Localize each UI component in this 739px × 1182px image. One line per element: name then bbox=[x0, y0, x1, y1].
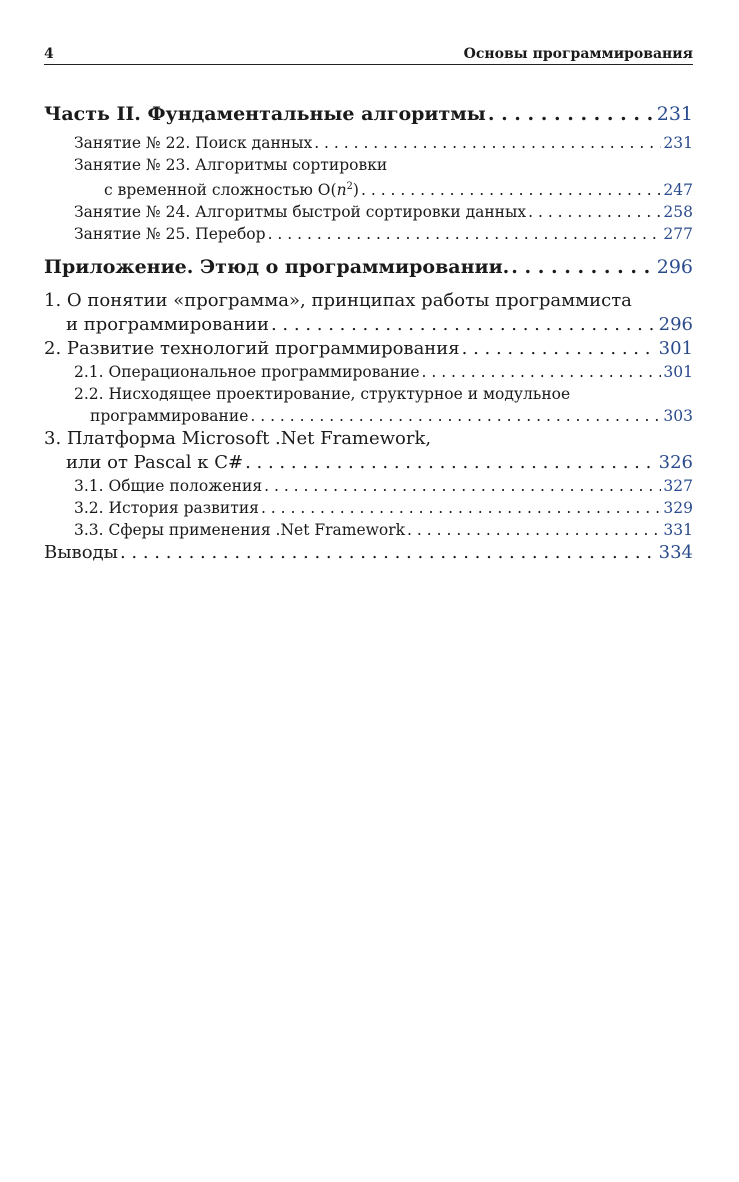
dot-leader bbox=[488, 102, 655, 126]
dot-leader bbox=[422, 361, 662, 383]
toc-entry-page: 296 bbox=[658, 314, 693, 336]
toc-entry-page: 296 bbox=[656, 256, 693, 279]
toc-entry-page: 301 bbox=[658, 338, 693, 360]
toc-entry-page: 326 bbox=[658, 452, 693, 474]
toc-entry-page: 231 bbox=[663, 134, 693, 152]
toc-entry-title: 3.3. Сферы применения .Net Framework bbox=[74, 521, 406, 540]
toc-entry-title-line1: 3. Платформа Microsoft .Net Framework, bbox=[44, 428, 432, 450]
toc-entry-page: 334 bbox=[658, 542, 693, 564]
toc-entry-sec1[interactable] bbox=[44, 289, 693, 337]
toc-entry-title-line2: и программировании bbox=[66, 314, 269, 336]
toc-entry-title: 3.2. История развития bbox=[74, 499, 259, 518]
dot-leader bbox=[261, 497, 661, 519]
dot-leader bbox=[245, 451, 657, 475]
dot-leader bbox=[407, 519, 661, 541]
toc-entry-title: Приложение. Этюд о программировании. bbox=[44, 256, 510, 279]
toc-entry-title: 2. Развитие технологий программирования bbox=[44, 338, 460, 360]
toc-entry-lesson23[interactable] bbox=[44, 154, 693, 201]
toc-entry-title-line2: или от Pascal к C# bbox=[66, 452, 244, 474]
toc-entry-page: 231 bbox=[656, 103, 693, 125]
toc-entry-title: Занятие № 25. Перебор bbox=[74, 225, 266, 244]
toc-entry-title-line1: 1. О понятии «программа», принципах работы программиста bbox=[44, 290, 632, 312]
toc-entry-page: 247 bbox=[663, 181, 693, 200]
toc-entry-page: 303 bbox=[663, 407, 693, 426]
toc-entry-appendix[interactable] bbox=[44, 255, 693, 279]
dot-leader bbox=[264, 475, 661, 497]
toc-entry-lesson22[interactable] bbox=[44, 132, 693, 154]
toc-entry-lesson25[interactable] bbox=[44, 223, 693, 245]
toc-entry-title-line1: Занятие № 23. Алгоритмы сортировки bbox=[74, 156, 388, 174]
running-title: Основы программирования bbox=[463, 46, 693, 62]
toc-entry-title: Выводы bbox=[44, 542, 118, 564]
toc-entry-page: 277 bbox=[663, 225, 693, 244]
dot-leader bbox=[271, 313, 657, 337]
toc-entry-sec3-3[interactable] bbox=[44, 519, 693, 541]
dot-leader bbox=[462, 337, 657, 361]
toc-entry-page: 301 bbox=[663, 363, 693, 382]
toc-entry-sec3-2[interactable] bbox=[44, 497, 693, 519]
toc-entry-page: 258 bbox=[663, 203, 693, 222]
toc-entry-sec2-1[interactable] bbox=[44, 361, 693, 383]
toc-entry-title-line2: с временной сложностью $O(n^2)$ bbox=[104, 181, 359, 200]
table-of-contents bbox=[44, 102, 693, 565]
toc-entry-title-line2: программирование bbox=[90, 407, 249, 426]
toc-entry-sec2-2[interactable] bbox=[44, 383, 693, 427]
toc-entry-sec3[interactable] bbox=[44, 427, 693, 475]
toc-entry-title: Часть II. Фундаментальные алгоритмы bbox=[44, 103, 486, 125]
dot-leader bbox=[314, 132, 661, 154]
toc-entry-sec3-1[interactable] bbox=[44, 475, 693, 497]
toc-entry-lesson24[interactable] bbox=[44, 201, 693, 223]
toc-entry-title: 3.1. Общие положения bbox=[74, 477, 263, 496]
toc-entry-title: Занятие № 22. Поиск данных bbox=[74, 134, 313, 152]
running-header bbox=[44, 40, 693, 65]
toc-entry-title: 2.1. Операциональное программирование bbox=[74, 363, 420, 382]
toc-entry-conclusions[interactable] bbox=[44, 541, 693, 565]
toc-entry-page: 327 bbox=[663, 477, 693, 496]
dot-leader bbox=[268, 223, 662, 245]
page-number: 4 bbox=[44, 46, 54, 62]
toc-entry-page: 331 bbox=[663, 521, 693, 540]
dot-leader bbox=[120, 541, 657, 565]
dot-leader bbox=[528, 201, 661, 223]
toc-entry-part2[interactable] bbox=[44, 102, 693, 126]
toc-entry-page: 329 bbox=[663, 499, 693, 518]
toc-entry-title-line1: 2.2. Нисходящее проектирование, структурное и модульное bbox=[74, 385, 571, 404]
dot-leader bbox=[361, 179, 661, 201]
dot-leader bbox=[511, 255, 654, 279]
toc-entry-title: Занятие № 24. Алгоритмы быстрой сортировки данных bbox=[74, 203, 527, 222]
toc-entry-sec2[interactable] bbox=[44, 337, 693, 361]
dot-leader bbox=[250, 405, 661, 427]
